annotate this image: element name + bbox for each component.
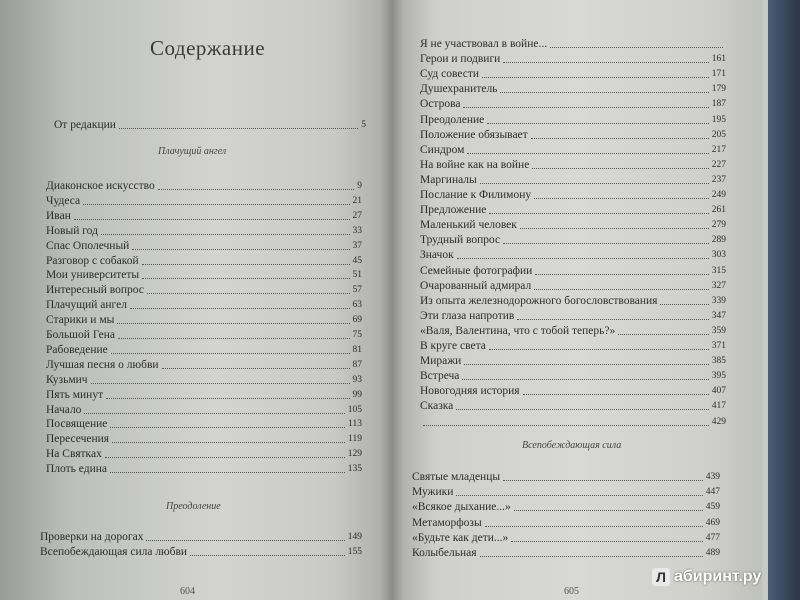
dot-leader (456, 409, 709, 410)
entry-page-number: 359 (711, 325, 726, 336)
toc-entry (412, 485, 720, 499)
entry-title: От редакции (54, 119, 116, 131)
entry-title: Посвящение (46, 418, 108, 431)
section-title-2: Преодоление (166, 501, 221, 512)
toc-entry (420, 158, 726, 172)
entry-title: Колыбельная (412, 547, 477, 559)
toc-entry (420, 399, 726, 413)
toc-entry (420, 82, 726, 96)
entry-page-number: 33 (352, 225, 362, 236)
dot-leader (423, 425, 709, 426)
entry-page-number: 261 (711, 205, 726, 216)
toc-entry (420, 279, 726, 293)
toc-entry (420, 37, 726, 51)
dot-leader (485, 526, 703, 527)
dot-leader (489, 213, 708, 214)
entry-page-number: 63 (352, 300, 362, 311)
toc-entry (46, 179, 362, 193)
entry-title: Эти глаза напротив (420, 309, 515, 322)
entry-title: Синдром (420, 143, 465, 156)
toc-entry (412, 546, 720, 560)
entry-page-number: 385 (711, 356, 726, 367)
dot-leader (106, 398, 349, 399)
entry-title: Миражи (420, 355, 462, 368)
toc-entry (420, 354, 726, 368)
entry-title: Душехранитель (420, 83, 498, 96)
dot-leader (523, 394, 709, 395)
entry-page-number: 129 (347, 449, 362, 460)
entry-title: Маргиналы (420, 173, 477, 186)
entry-page-number: 249 (711, 190, 726, 200)
entry-page-number: 217 (711, 144, 726, 155)
toc-entry (420, 369, 726, 383)
entry-page-number: 75 (352, 330, 362, 340)
entry-title: Предложение (420, 204, 487, 217)
entry-title: Метаморфозы (412, 516, 482, 529)
entry-page-number: 227 (711, 159, 726, 170)
toc-entry (46, 254, 362, 268)
dot-leader (511, 541, 703, 542)
toc-entry (46, 343, 362, 357)
entry-page-number: 417 (711, 401, 726, 412)
toc-entry (412, 516, 720, 530)
entry-page-number: 27 (352, 210, 362, 221)
toc-entry (46, 239, 362, 253)
entry-page-number: 51 (352, 270, 362, 281)
entry-title: Из опыта железнодорожного богословствования (420, 294, 658, 307)
dot-leader (119, 128, 358, 129)
entry-title: Пять минут (46, 388, 104, 401)
toc-entry (46, 298, 362, 312)
entry-title: Новогодняя история (420, 385, 520, 398)
toc-entry (40, 545, 362, 559)
dot-leader (550, 47, 723, 48)
book-cover-edge (762, 0, 800, 600)
entry-title: Острова (420, 98, 461, 111)
toc-entry (54, 118, 366, 132)
entry-page-number: 315 (711, 265, 726, 276)
toc-entry (46, 447, 362, 461)
entry-page-number: 93 (352, 374, 362, 385)
toc-entry (420, 143, 726, 157)
entry-page-number: 37 (352, 240, 362, 251)
dot-leader (480, 556, 703, 557)
toc-entry (420, 384, 726, 398)
toc-entry (46, 283, 362, 297)
entry-title: Проверки на дорогах (40, 531, 144, 543)
toc-entry (420, 339, 726, 353)
toc-entry (420, 113, 726, 127)
dot-leader (534, 198, 709, 199)
dot-leader (660, 304, 708, 305)
entry-title: Плоть едина (46, 463, 108, 476)
entry-title: Семейные фотографии (420, 264, 533, 277)
toc-entry (412, 531, 720, 545)
entry-page-number: 187 (711, 99, 726, 110)
entry-page-number: 371 (711, 341, 726, 351)
entry-title: Кузьмич (46, 373, 88, 386)
toc-entry (46, 388, 362, 402)
entry-title: Очарованный адмирал (420, 279, 532, 292)
entry-title: В круге света (420, 340, 486, 352)
toc-entry (412, 470, 720, 484)
entry-page-number: 179 (711, 84, 726, 95)
dot-leader (111, 353, 350, 354)
entry-page-number: 279 (711, 220, 726, 231)
dot-leader (112, 442, 345, 443)
page-number-right: 605 (564, 586, 579, 597)
toc-title: Содержание (150, 36, 266, 60)
entry-title: Рабоведение (46, 343, 108, 356)
dot-leader (110, 427, 345, 428)
entry-page-number: 303 (711, 250, 726, 261)
entry-page-number: 459 (705, 502, 720, 513)
entry-title: Иван (46, 209, 71, 222)
dot-leader (130, 308, 350, 309)
toc-entry (46, 209, 362, 223)
entry-page-number: 161 (711, 54, 726, 65)
toc-entry (46, 462, 362, 476)
entry-title: Лучшая песня о любви (46, 358, 159, 371)
toc-entry (420, 294, 726, 308)
entry-title: Сказка (420, 400, 454, 413)
entry-page-number: 447 (705, 487, 720, 498)
entry-page-number: 347 (711, 310, 726, 321)
left-page (0, 0, 392, 600)
entry-title: Послание к Филимону (420, 189, 532, 201)
toc-entry (46, 432, 362, 446)
toc-entry (420, 264, 726, 278)
dot-leader (158, 189, 354, 190)
entry-title: Пересечения (46, 433, 110, 446)
entry-page-number: 45 (352, 255, 362, 266)
dot-leader (110, 472, 345, 473)
dot-leader (84, 413, 344, 414)
entry-page-number: 195 (711, 114, 726, 125)
dot-leader (147, 293, 350, 294)
entry-title: Трудный вопрос (420, 234, 501, 247)
dot-leader (517, 319, 708, 320)
entry-page-number: 237 (711, 174, 726, 185)
dot-leader (514, 510, 703, 511)
entry-page-number: 149 (347, 532, 362, 542)
dot-leader (463, 107, 708, 108)
entry-page-number: 477 (705, 532, 720, 543)
entry-page-number: 439 (705, 472, 720, 482)
entry-page-number: 469 (705, 517, 720, 528)
labirint-logo-icon: Л (652, 568, 670, 586)
entry-title: Мои университеты (46, 269, 140, 282)
toc-entry (420, 218, 726, 232)
entry-title: Интересный вопрос (46, 284, 144, 297)
toc-entry (40, 530, 362, 544)
toc-entry (46, 373, 362, 387)
toc-entry (420, 67, 726, 81)
entry-title: Суд совести (420, 68, 480, 81)
toc-entry (46, 417, 362, 431)
dot-leader (162, 368, 350, 369)
toc-entry (420, 128, 726, 142)
toc-entry (420, 52, 726, 66)
dot-leader (535, 274, 708, 275)
entry-title: Начало (46, 403, 82, 416)
entry-page-number: 489 (705, 548, 720, 558)
entry-page-number: 69 (352, 315, 362, 326)
dot-leader (83, 204, 349, 205)
entry-page-number: 119 (348, 434, 362, 445)
dot-leader (500, 92, 708, 93)
watermark-text: абиринт.ру (674, 568, 762, 585)
dot-leader (520, 228, 709, 229)
toc-entry (46, 403, 362, 417)
toc-entry (420, 97, 726, 111)
dot-leader (534, 289, 709, 290)
toc-entry (46, 358, 362, 372)
entry-title: Мужики (412, 486, 454, 499)
entry-title: На войне как на войне (420, 158, 530, 171)
toc-entry (420, 203, 726, 217)
entry-page-number: 395 (711, 371, 726, 382)
entry-page-number: 113 (348, 419, 362, 430)
entry-page-number: 205 (711, 129, 726, 140)
toc-entry (420, 173, 726, 187)
dot-leader (456, 495, 702, 496)
entry-title: На Святках (46, 448, 102, 461)
entry-title: Встреча (420, 370, 460, 383)
entry-title: Значок (420, 249, 454, 262)
entry-page-number: 429 (711, 416, 726, 427)
entry-page-number: 87 (352, 359, 362, 370)
toc-entry (46, 268, 362, 282)
entry-title: Диаконское искусство (46, 180, 155, 192)
dot-leader (190, 555, 345, 556)
dot-leader (489, 349, 709, 350)
dot-leader (532, 168, 708, 169)
toc-entry (46, 328, 362, 342)
section-title-3: Всепобеждающая сила (522, 440, 622, 451)
dot-leader (480, 183, 709, 184)
dot-leader (464, 364, 708, 365)
entry-page-number: 9 (357, 181, 362, 191)
toc-entry (46, 313, 362, 327)
entry-page-number: 339 (711, 295, 726, 306)
entry-page-number: 407 (711, 386, 726, 397)
entry-page-number: 57 (352, 285, 362, 296)
toc-entry (420, 188, 726, 202)
dot-leader (142, 278, 349, 279)
toc-entry (412, 500, 720, 514)
entry-title: Герои и подвиги (420, 53, 501, 66)
entry-page-number: 21 (352, 195, 362, 206)
page-number-left: 604 (180, 586, 195, 597)
entry-page-number: 171 (711, 69, 726, 80)
dot-leader (118, 338, 350, 339)
dot-leader (146, 540, 344, 541)
entry-title: Старики и мы (46, 314, 115, 327)
dot-leader (91, 383, 350, 384)
section-title-1: Плачущий ангел (158, 146, 227, 157)
toc-entry (420, 248, 726, 262)
entry-page-number: 5 (361, 120, 366, 130)
entry-title: Положение обязывает (420, 128, 528, 141)
entry-title: «Валя, Валентина, что с тобой теперь?» (420, 324, 616, 337)
dot-leader (618, 334, 709, 335)
entry-page-number: 135 (347, 464, 362, 475)
dot-leader (117, 323, 349, 324)
entry-title: «Всякое дыхание...» (412, 501, 511, 514)
toc-entry (46, 194, 362, 208)
dot-leader (132, 249, 349, 250)
toc-entry (420, 309, 726, 323)
entry-page-number: 105 (347, 404, 362, 415)
entry-page-number: 327 (711, 280, 726, 291)
dot-leader (457, 258, 709, 259)
entry-title: Плачущий ангел (46, 299, 127, 312)
entry-title: Разговор с собакой (46, 254, 139, 267)
entry-title: Всепобеждающая сила любви (40, 546, 188, 558)
entry-title: Новый год (46, 224, 98, 237)
entry-title: Большой Гена (46, 329, 115, 341)
dot-leader (503, 243, 709, 244)
dot-leader (531, 138, 709, 139)
entry-title: Чудеса (46, 194, 81, 207)
dot-leader (503, 62, 708, 63)
entry-page-number: 155 (347, 547, 362, 557)
dot-leader (74, 219, 350, 220)
entry-title: «Будьте как дети...» (412, 531, 509, 544)
dot-leader (467, 153, 708, 154)
dot-leader (142, 264, 350, 265)
entry-page-number: 289 (711, 235, 726, 246)
dot-leader (105, 457, 345, 458)
labirint-watermark (652, 566, 761, 588)
entry-page-number: 81 (352, 344, 362, 355)
right-page (392, 0, 762, 600)
toc-entry (420, 324, 726, 338)
dot-leader (101, 234, 350, 235)
toc-entry (420, 233, 726, 247)
entry-title: Маленький человек (420, 219, 517, 232)
entry-title: Преодоление (420, 113, 485, 126)
book-spine-shadow (380, 0, 404, 600)
toc-entry (420, 415, 726, 429)
entry-page-number: 99 (352, 389, 362, 400)
entry-title: Спас Ополечный (46, 239, 130, 252)
entry-title: Святые младенцы (412, 471, 501, 483)
entry-title: Я не участвовал в войне... (420, 38, 548, 50)
dot-leader (503, 480, 703, 481)
dot-leader (482, 77, 709, 78)
toc-entry (46, 224, 362, 238)
dot-leader (462, 379, 708, 380)
dot-leader (487, 123, 708, 124)
